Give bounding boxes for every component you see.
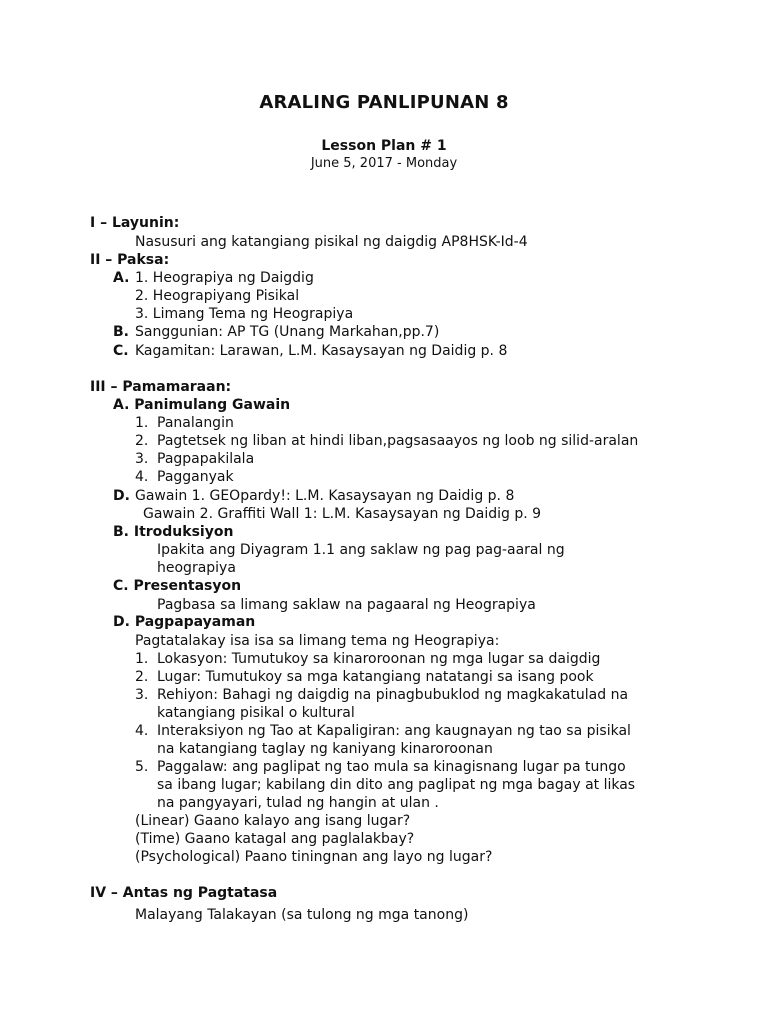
paksa-a-item: 1. Heograpiya ng Daigdig (135, 270, 314, 286)
paksa-a-item: 2. Heograpiyang Pisikal (135, 288, 300, 304)
theme-line: na katangiang taglay ng kaniyang kinaroroonan (157, 741, 493, 757)
theme-line: katangiang pisikal o kultural (157, 705, 355, 721)
pamamaraan-a-label: A. Panimulang Gawain (113, 397, 291, 413)
pamamaraan-b-label: B. Itroduksiyon (113, 524, 234, 540)
pagpapayaman-intro: Pagtatalakay isa isa sa limang tema ng Heograpiya: (135, 633, 500, 649)
pamamaraan-d2-label: D. Pagpapayaman (113, 614, 256, 630)
layunin-text: Nasusuri ang katangiang pisikal ng daigdig AP8HSK-Id-4 (135, 234, 528, 250)
pamamaraan-c-label: C. Presentasyon (113, 578, 242, 594)
theme-line: na pangyayari, tulad ng hangin at ulan . (157, 795, 439, 811)
list-number: 4. (135, 469, 149, 485)
introduksiyon-text-line: Ipakita ang Diyagram 1.1 ang saklaw ng pag pag-aaral ng (157, 542, 565, 558)
theme-line: Paggalaw: ang paglipat ng tao mula sa kinagisnang lugar pa tungo (157, 759, 626, 775)
list-number: 2. (135, 433, 149, 449)
pamamaraan-d-marker: D. (113, 488, 130, 504)
section-pamamaraan-heading: III – Pamamaraan: (90, 379, 232, 395)
list-number: 4. (135, 723, 149, 739)
paksa-c-marker: C. (113, 343, 129, 359)
theme-line: Rehiyon: Bahagi ng daigdig na pinagbubuklod ng magkakatulad na (157, 687, 629, 703)
list-item: Panalangin (157, 415, 234, 431)
paksa-b-text: Sanggunian: AP TG (Unang Markahan,pp.7) (135, 324, 440, 340)
gawain-line: Gawain 1. GEOpardy!: L.M. Kasaysayan ng Daidig p. 8 (135, 488, 515, 504)
question-line: (Psychological) Paano tiningnan ang layo ng lugar? (135, 849, 493, 865)
paksa-a-item: 3. Limang Tema ng Heograpiya (135, 306, 354, 322)
list-number: 1. (135, 415, 149, 431)
gawain-line: Gawain 2. Graffiti Wall 1: L.M. Kasaysayan ng Daidig p. 9 (143, 506, 542, 522)
lesson-date: June 5, 2017 - Monday (310, 156, 458, 171)
list-item: Pagtetsek ng liban at hindi liban,pagsasaayos ng loob ng silid-aralan (157, 433, 639, 449)
paksa-c-text: Kagamitan: Larawan, L.M. Kasaysayan ng Daidig p. 8 (135, 343, 508, 359)
theme-line: Interaksiyon ng Tao at Kapaligiran: ang kaugnayan ng tao sa pisikal (157, 723, 631, 739)
theme-line: sa ibang lugar; kabilang din dito ang paglipat ng mga bagay at likas (157, 777, 636, 793)
question-line: (Linear) Gaano kalayo ang isang lugar? (135, 813, 411, 829)
antas-text: Malayang Talakayan (sa tulong ng mga tanong) (135, 907, 469, 923)
list-number: 1. (135, 651, 149, 667)
paksa-b-marker: B. (113, 324, 129, 340)
list-item: Pagganyak (157, 469, 234, 485)
list-item: Pagpapakilala (157, 451, 255, 467)
section-layunin-heading: I – Layunin: (90, 215, 180, 231)
list-number: 2. (135, 669, 149, 685)
presentasyon-text: Pagbasa sa limang saklaw na pagaaral ng Heograpiya (157, 597, 536, 613)
document-title: ARALING PANLIPUNAN 8 (259, 92, 509, 113)
list-number: 5. (135, 759, 149, 775)
list-number: 3. (135, 451, 149, 467)
theme-line: Lokasyon: Tumutukoy sa kinaroroonan ng mga lugar sa daigdig (157, 651, 601, 667)
section-antas-heading: IV – Antas ng Pagtatasa (90, 885, 278, 901)
question-line: (Time) Gaano katagal ang paglalakbay? (135, 831, 415, 847)
theme-line: Lugar: Tumutukoy sa mga katangiang natatangi sa isang pook (157, 669, 594, 685)
list-number: 3. (135, 687, 149, 703)
lesson-plan-number: Lesson Plan # 1 (321, 138, 447, 154)
introduksiyon-text-line: heograpiya (157, 560, 236, 576)
paksa-a-marker: A. (113, 270, 130, 286)
section-paksa-heading: II – Paksa: (90, 252, 170, 268)
